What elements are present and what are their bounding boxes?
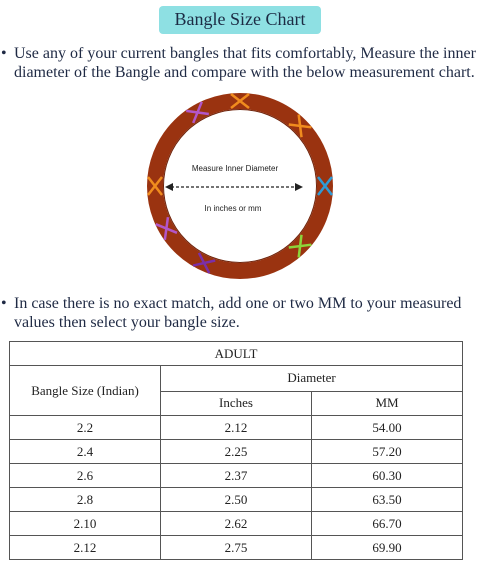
- column-header-bangle-size: Bangle Size (Indian): [10, 366, 161, 416]
- cell-inches: 2.75: [161, 536, 312, 560]
- bangle-diagram: [145, 91, 335, 281]
- diameter-arrow: [165, 183, 303, 191]
- size-chart-table: [9, 341, 463, 560]
- table-row: [10, 536, 463, 560]
- bangle-ring-inner-edge: [164, 110, 317, 263]
- diagram-label-top: Measure Inner Diameter: [191, 164, 279, 173]
- cell-inches: 2.62: [161, 512, 312, 536]
- diagram-label-bottom: In inches or mm: [204, 204, 262, 213]
- cell-mm: 54.00: [312, 416, 463, 440]
- cell-bangle-size: 2.10: [10, 512, 161, 536]
- cell-mm: 57.20: [312, 440, 463, 464]
- column-header-mm: MM: [312, 391, 463, 416]
- cell-bangle-size: 2.6: [10, 464, 161, 488]
- instruction-bullet-1: [0, 44, 480, 82]
- table-row: [10, 464, 463, 488]
- cell-inches: 2.37: [161, 464, 312, 488]
- cell-bangle-size: 2.8: [10, 488, 161, 512]
- table-row: [10, 488, 463, 512]
- cell-inches: 2.50: [161, 488, 312, 512]
- table-row: [10, 416, 463, 440]
- bullet-marker: •: [1, 45, 7, 62]
- table-header-row: [10, 366, 463, 392]
- bullet-marker: •: [1, 295, 7, 312]
- cell-mm: 66.70: [312, 512, 463, 536]
- cell-inches: 2.12: [161, 416, 312, 440]
- table-body: [10, 416, 463, 560]
- cell-bangle-size: 2.12: [10, 536, 161, 560]
- cell-bangle-size: 2.2: [10, 416, 161, 440]
- table-row: [10, 440, 463, 464]
- instruction-text-2: In case there is no exact match, add one or two MM to your measured values then select your bangle size.: [14, 295, 462, 331]
- column-header-diameter: Diameter: [161, 366, 463, 392]
- instruction-bullet-2: [0, 294, 480, 332]
- cell-inches: 2.25: [161, 440, 312, 464]
- title-bar: [0, 6, 480, 34]
- section-header-adult: ADULT: [10, 342, 463, 366]
- instruction-text-1: Use any of your current bangles that fits comfortably, Measure the inner diameter of the Bangle and compare with the below measurement chart.: [14, 45, 476, 81]
- cell-mm: 69.90: [312, 536, 463, 560]
- table-section-row: [10, 342, 463, 366]
- bangle-ring-illustration: [145, 91, 335, 281]
- page-title: Bangle Size Chart: [159, 6, 322, 34]
- cell-mm: 63.50: [312, 488, 463, 512]
- cell-mm: 60.30: [312, 464, 463, 488]
- table-row: [10, 512, 463, 536]
- column-header-inches: Inches: [161, 391, 312, 416]
- cell-bangle-size: 2.4: [10, 440, 161, 464]
